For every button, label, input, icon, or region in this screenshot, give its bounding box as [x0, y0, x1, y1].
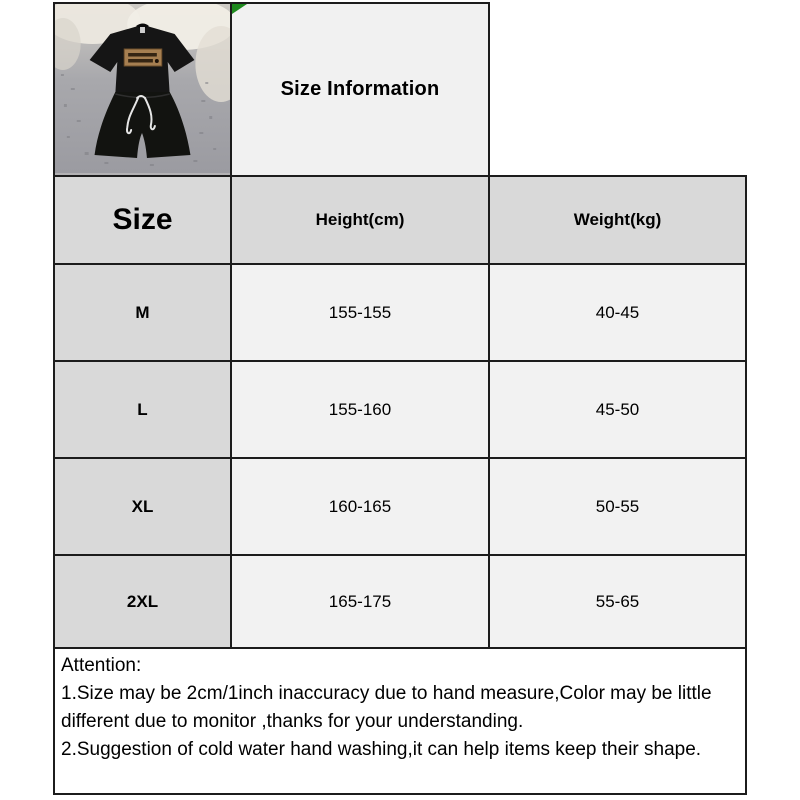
table-header-row: [54, 176, 746, 264]
weight-value-cell: 45-50: [489, 361, 746, 458]
product-photo-image: [55, 4, 230, 173]
attention-row: [54, 648, 746, 794]
weight-value-cell: 55-65: [489, 555, 746, 648]
column-header-weight: Weight(kg): [489, 176, 746, 264]
attention-note-2: 2.Suggestion of cold water hand washing,it can help items keep their shape.: [61, 739, 702, 760]
table-row-2xl: [54, 555, 746, 648]
product-photo: [55, 4, 230, 173]
green-corner-marker: [232, 4, 247, 14]
table-row-xl: [54, 458, 746, 555]
size-label-cell: 2XL: [54, 555, 231, 648]
height-value-cell: 155-160: [231, 361, 489, 458]
height-value-cell: 165-175: [231, 555, 489, 648]
column-header-height: Height(cm): [231, 176, 489, 264]
size-label-cell: L: [54, 361, 231, 458]
table-row-m: [54, 264, 746, 361]
column-header-size: Size: [54, 176, 231, 264]
attention-cell: [54, 648, 746, 794]
height-value-cell: 155-155: [231, 264, 489, 361]
title-cell: [231, 3, 489, 176]
size-label-cell: M: [54, 264, 231, 361]
attention-note-1: 1.Size may be 2cm/1inch inaccuracy due to hand measure,Color may be little different due to monitor ,thanks for your understanding.: [61, 683, 712, 732]
title-row: [54, 3, 746, 176]
size-table: [53, 2, 747, 795]
weight-value-cell: 40-45: [489, 264, 746, 361]
product-photo-cell: [54, 3, 231, 176]
table-row-l: [54, 361, 746, 458]
attention-heading: Attention:: [61, 655, 142, 676]
weight-value-cell: 50-55: [489, 458, 746, 555]
size-label-cell: XL: [54, 458, 231, 555]
height-value-cell: 160-165: [231, 458, 489, 555]
page-title: Size Information: [280, 78, 440, 100]
